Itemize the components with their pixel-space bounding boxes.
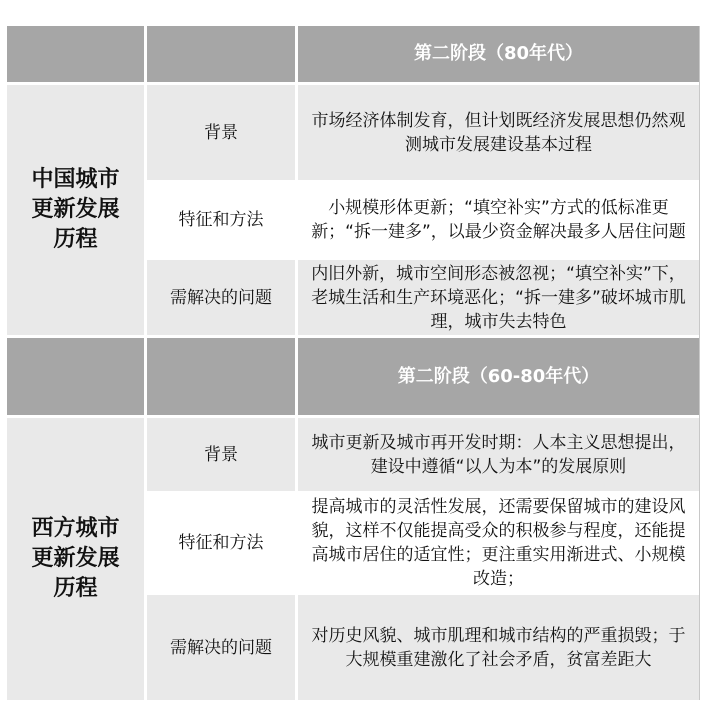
header-blank-cell-3: [7, 338, 144, 415]
row-text-cn-background: 市场经济体制发育，但计划既经济发展思想仍然观测城市发展建设基本过程: [298, 85, 699, 180]
header-blank-cell-4: [147, 338, 295, 415]
row-text-west-background: 城市更新及城市再开发时期：人本主义思想提出，建设中遵循“以人为本”的发展原则: [298, 418, 699, 491]
row-label-west-problems: 需解决的问题: [147, 595, 295, 700]
row-text-cn-problems: 内旧外新，城市空间形态被忽视；“填空补实”下，老城生活和生产环境恶化；“拆一建多”破坏城市肌理，城市失去特色: [298, 260, 699, 335]
table-right-border: [699, 26, 700, 700]
section-title-cn: 中国城市 更新发展 历程: [7, 85, 144, 335]
row-label-west-features: 特征和方法: [147, 494, 295, 592]
row-label-west-background: 背景: [147, 418, 295, 491]
row-text-cn-features: 小规模形体更新；“填空补实”方式的低标准更新；“拆一建多”，以最少资金解决最多人居住问题: [298, 183, 699, 257]
stage-header-cn: 第二阶段（80年代）: [298, 26, 699, 82]
row-label-cn-features: 特征和方法: [147, 183, 295, 257]
row-text-west-problems: 对历史风貌、城市肌理和城市结构的严重损毁；于大规模重建激化了社会矛盾，贫富差距大: [298, 595, 699, 700]
header-blank-cell-2: [147, 26, 295, 82]
section-title-west: 西方城市 更新发展 历程: [7, 418, 144, 700]
row-label-cn-background: 背景: [147, 85, 295, 180]
row-text-west-features: 提高城市的灵活性发展，还需要保留城市的建设风貌，这样不仅能提高受众的积极参与程度，还能提高城市居住的适宜性；更注重实用渐进式、小规模改造；: [298, 494, 699, 592]
row-label-cn-problems: 需解决的问题: [147, 260, 295, 335]
stage-header-west: 第二阶段（60-80年代）: [298, 338, 699, 415]
header-blank-cell-1: [7, 26, 144, 82]
